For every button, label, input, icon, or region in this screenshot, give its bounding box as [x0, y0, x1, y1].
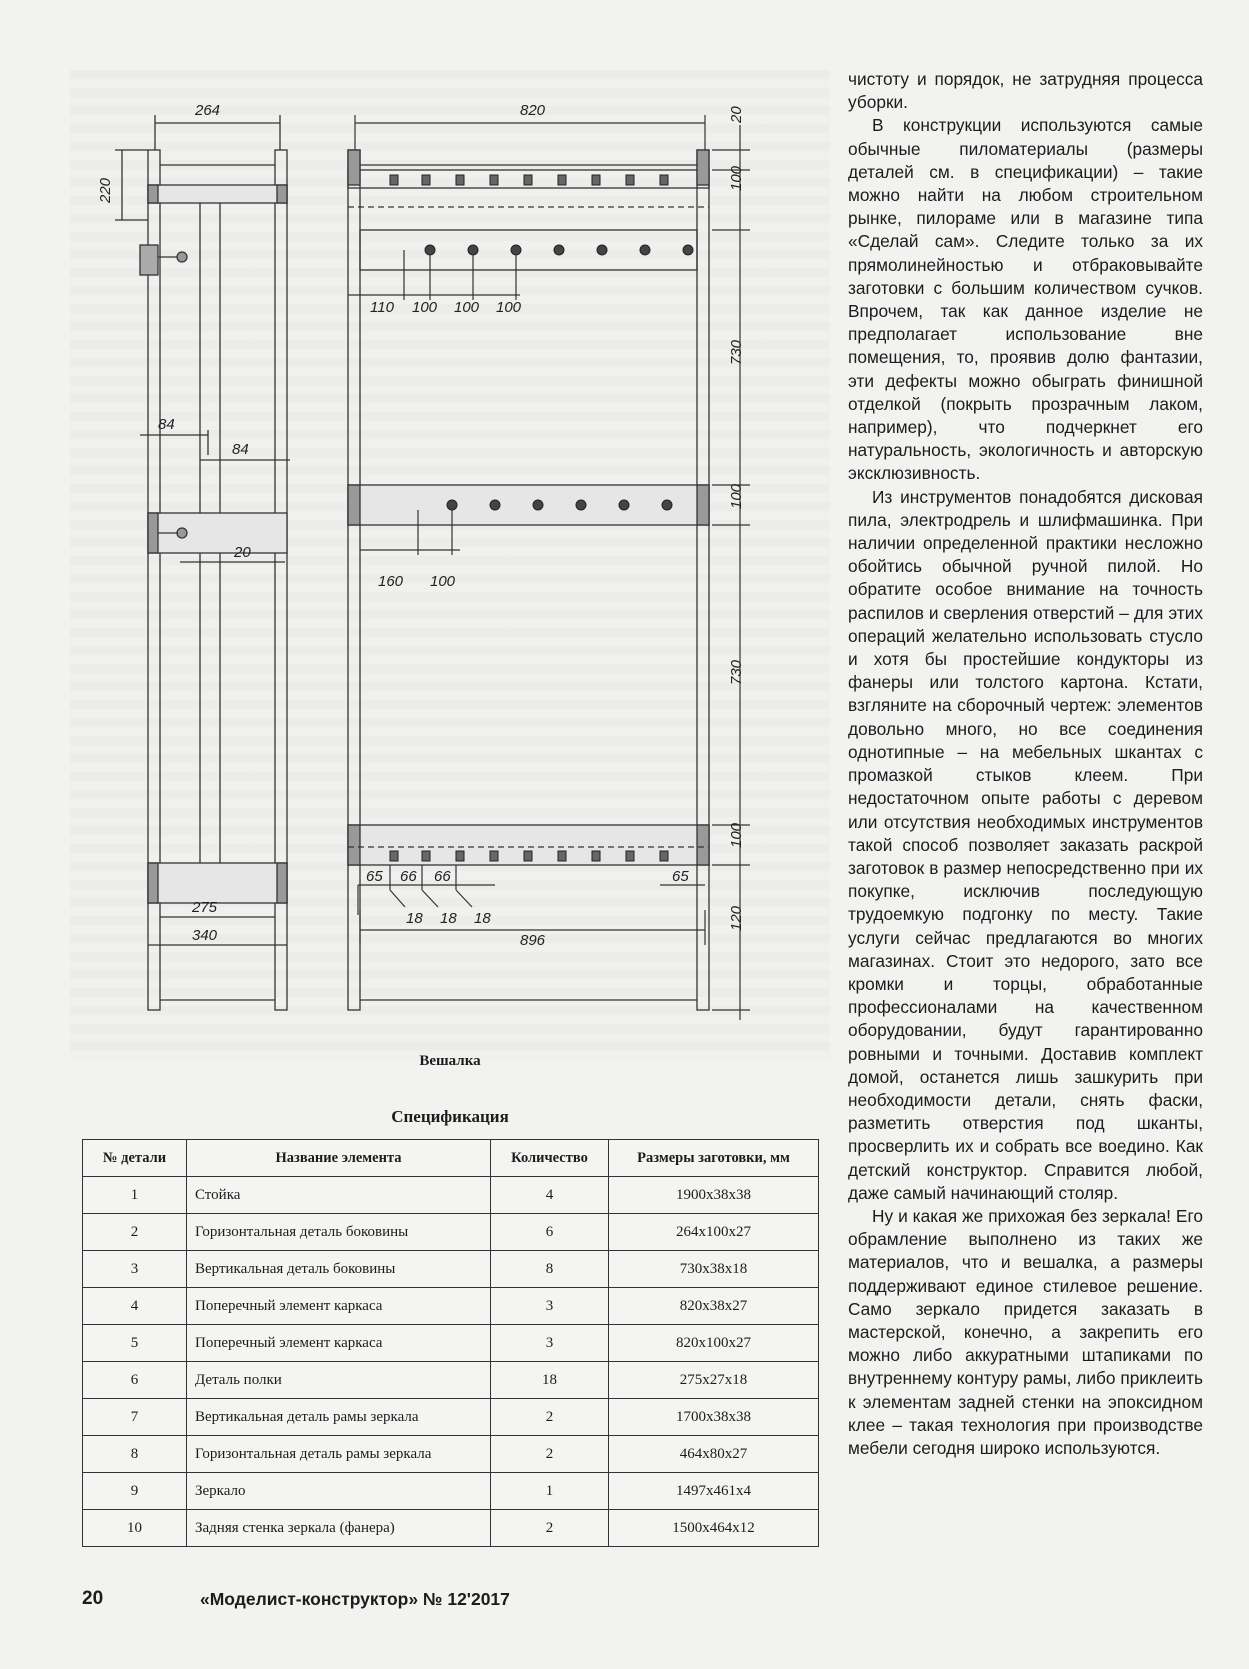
dim-20a: 20: [234, 544, 251, 561]
cell-number: 2: [83, 1214, 187, 1251]
cell-number: 8: [83, 1436, 187, 1473]
cell-size: 820x100x27: [609, 1325, 819, 1362]
hook-hole: [597, 245, 607, 255]
cell-number: 4: [83, 1288, 187, 1325]
cell-name: Стойка: [187, 1177, 491, 1214]
spec-title: Спецификация: [391, 1107, 509, 1126]
dim-100h2: 100: [454, 299, 480, 316]
dim-65a: 65: [366, 868, 383, 885]
cell-quantity: 2: [491, 1510, 609, 1547]
dim-65b: 65: [672, 868, 689, 885]
hook-hole: [640, 245, 650, 255]
dim-275: 275: [192, 899, 218, 916]
table-row: [83, 1214, 819, 1251]
hanger-drawing: [97, 95, 820, 1025]
dim-100h3: 100: [496, 299, 522, 316]
spec-table: [82, 1139, 819, 1547]
table-row: [83, 1362, 819, 1399]
article-paragraph: чистоту и порядок, не затрудняя процесса уборки.: [848, 69, 1203, 113]
hook-hole: [619, 500, 629, 510]
cell-quantity: 2: [491, 1399, 609, 1436]
hook-hole: [511, 245, 521, 255]
dim-220: 220: [97, 177, 114, 203]
cell-name: Зеркало: [187, 1473, 491, 1510]
cell-number: 5: [83, 1325, 187, 1362]
cell-quantity: 8: [491, 1251, 609, 1288]
dim-120: 120: [728, 905, 745, 931]
cell-quantity: 18: [491, 1362, 609, 1399]
dim-100h4: 100: [430, 573, 456, 590]
front-mid-rail: [348, 485, 709, 525]
dim-66a: 66: [400, 868, 417, 885]
hook-hole: [490, 500, 500, 510]
article-column: [848, 68, 1203, 1460]
dim-896: 896: [520, 932, 546, 949]
cell-quantity: 2: [491, 1436, 609, 1473]
article-paragraph: Ну и какая же прихожая без зеркала! Его обрамление выполнено из таких же материалов, что и вешалка, а размеры поддерживают единое стилевое решение. Само зеркало придется заказать в мастерской, конечно, а закрепить его можно либо аккуратными штапиками по внутреннему контуру рамы, либо приклеить к элементам задней стенки на эпоксидном клее – такая технология при производстве мебели сегодня широко используются.: [848, 1205, 1203, 1458]
cell-number: 9: [83, 1473, 187, 1510]
cell-name: Горизонтальная деталь рамы зеркала: [187, 1436, 491, 1473]
cell-size: 730x38x18: [609, 1251, 819, 1288]
hook-hole: [468, 245, 478, 255]
table-row: [83, 1436, 819, 1473]
cell-name: Поперечный элемент каркаса: [187, 1325, 491, 1362]
publication-title: «Моделист-конструктор» № 12'2017: [200, 1589, 510, 1609]
hook-hole: [533, 500, 543, 510]
cell-size: 1900x38x38: [609, 1177, 819, 1214]
cell-size: 1500x464x12: [609, 1510, 819, 1547]
dim-730b: 730: [728, 659, 745, 685]
col-header-number: № детали: [83, 1140, 187, 1177]
cell-number: 7: [83, 1399, 187, 1436]
cell-quantity: 6: [491, 1214, 609, 1251]
cell-quantity: 3: [491, 1288, 609, 1325]
cell-quantity: 1: [491, 1473, 609, 1510]
hook-hole: [576, 500, 586, 510]
dim-100h1: 100: [412, 299, 438, 316]
dim-160: 160: [378, 573, 404, 590]
cell-name: Горизонтальная деталь боковины: [187, 1214, 491, 1251]
col-header-quantity: Количество: [491, 1140, 609, 1177]
hook-hole: [683, 245, 693, 255]
cell-name: Вертикальная деталь боковины: [187, 1251, 491, 1288]
dim-18a: 18: [406, 910, 423, 927]
cell-size: 275x27x18: [609, 1362, 819, 1399]
dim-340: 340: [192, 927, 218, 944]
hook-hole: [425, 245, 435, 255]
article-paragraph: В конструкции используются самые обычные пиломатериалы (размеры деталей см. в спецификации) – такие можно найти на любом строительном рынке, пилораме или в магазине типа «Сделай сам». Следите только за их прямолинейностью и отбраковывайте заготовки с большим количеством сучков. Впрочем, так как данное изделие не предполагает использование вне помещения, то, проявив долю фантазии, эти дефекты можно обыграть финишной отделкой (покрыть прозрачным лаком, например), что подчеркнет его натуральность, экологичность и авторскую эксклюзивность.: [848, 115, 1203, 484]
table-row: [83, 1288, 819, 1325]
dim-100a: 100: [728, 165, 745, 191]
table-row: [83, 1510, 819, 1547]
cell-number: 6: [83, 1362, 187, 1399]
col-header-size: Размеры заготовки, мм: [609, 1140, 819, 1177]
dim-18b: 18: [440, 910, 457, 927]
cell-size: 264x100x27: [609, 1214, 819, 1251]
cell-quantity: 4: [491, 1177, 609, 1214]
hook-hole: [447, 500, 457, 510]
cell-number: 10: [83, 1510, 187, 1547]
table-row: [83, 1325, 819, 1362]
col-header-name: Название элемента: [187, 1140, 491, 1177]
side-rail-bottom: [148, 863, 287, 903]
dim-730a: 730: [728, 339, 745, 365]
cell-name: Вертикальная деталь рамы зеркала: [187, 1399, 491, 1436]
table-row: [83, 1399, 819, 1436]
cell-number: 1: [83, 1177, 187, 1214]
cell-size: 1700x38x38: [609, 1399, 819, 1436]
article-paragraph: Из инструментов понадобятся дисковая пила, электродрель и шлифмашинка. При наличии определенной практики несложно обойтись обычной ручной пилой. Но обратите особое внимание на точность распилов и сверления отверстий – для этих операций желательно использовать стусло и хотя бы простейшие кондукторы из фанеры или толстого картона. Кстати, взгляните на сборочный чертеж: элементов довольно много, но все соединения однотипные – на мебельных шкантах с промазкой стыков клеем. При недостаточном опыте работы с деревом или отсутствия необходимых инструментов такой способ позволяет заказать раскрой заготовок в размер непосредственно при их покупке, исключив последующую трудоемкую подгонку по месту. Такие услуги сейчас предлагаются во многих магазинах. Стоит это недорого, зато все кромки и торцы, обработанные профессионалами на качественном оборудовании, будут гарантированно ровными и точными. Доставив комплект домой, останется лишь зашкурить при необходимости детали, снять фаски, разметить отверстия под шканты, просверлить их и собрать все воедино. Как детский конструктор. Справится любой, даже самый начинающий столяр.: [848, 486, 1203, 1203]
dim-100b: 100: [728, 483, 745, 509]
dim-20b: 20: [728, 106, 745, 123]
dim-820: 820: [520, 102, 546, 119]
dim-66b: 66: [434, 868, 451, 885]
cell-name: Деталь полки: [187, 1362, 491, 1399]
table-row: [83, 1473, 819, 1510]
hook-hole: [554, 245, 564, 255]
dim-18c: 18: [474, 910, 491, 927]
cell-quantity: 3: [491, 1325, 609, 1362]
page-number: 20: [82, 1588, 104, 1609]
front-post-left: [348, 150, 360, 1010]
side-rail-top: [148, 185, 287, 203]
cell-name: Поперечный элемент каркаса: [187, 1288, 491, 1325]
cell-size: 1497x461x4: [609, 1473, 819, 1510]
dim-100c: 100: [728, 822, 745, 848]
front-post-right: [697, 150, 709, 1010]
drawing-caption: Вешалка: [419, 1053, 481, 1069]
dim-110: 110: [370, 299, 394, 316]
dim-264: 264: [195, 102, 221, 119]
dim-84a: 84: [158, 416, 175, 433]
cell-size: 464x80x27: [609, 1436, 819, 1473]
spec-header-row: [83, 1140, 819, 1177]
table-row: [83, 1251, 819, 1288]
hook-hole: [662, 500, 672, 510]
cell-name: Задняя стенка зеркала (фанера): [187, 1510, 491, 1547]
dim-84b: 84: [232, 441, 249, 458]
cell-size: 820x38x27: [609, 1288, 819, 1325]
table-row: [83, 1177, 819, 1214]
cell-number: 3: [83, 1251, 187, 1288]
